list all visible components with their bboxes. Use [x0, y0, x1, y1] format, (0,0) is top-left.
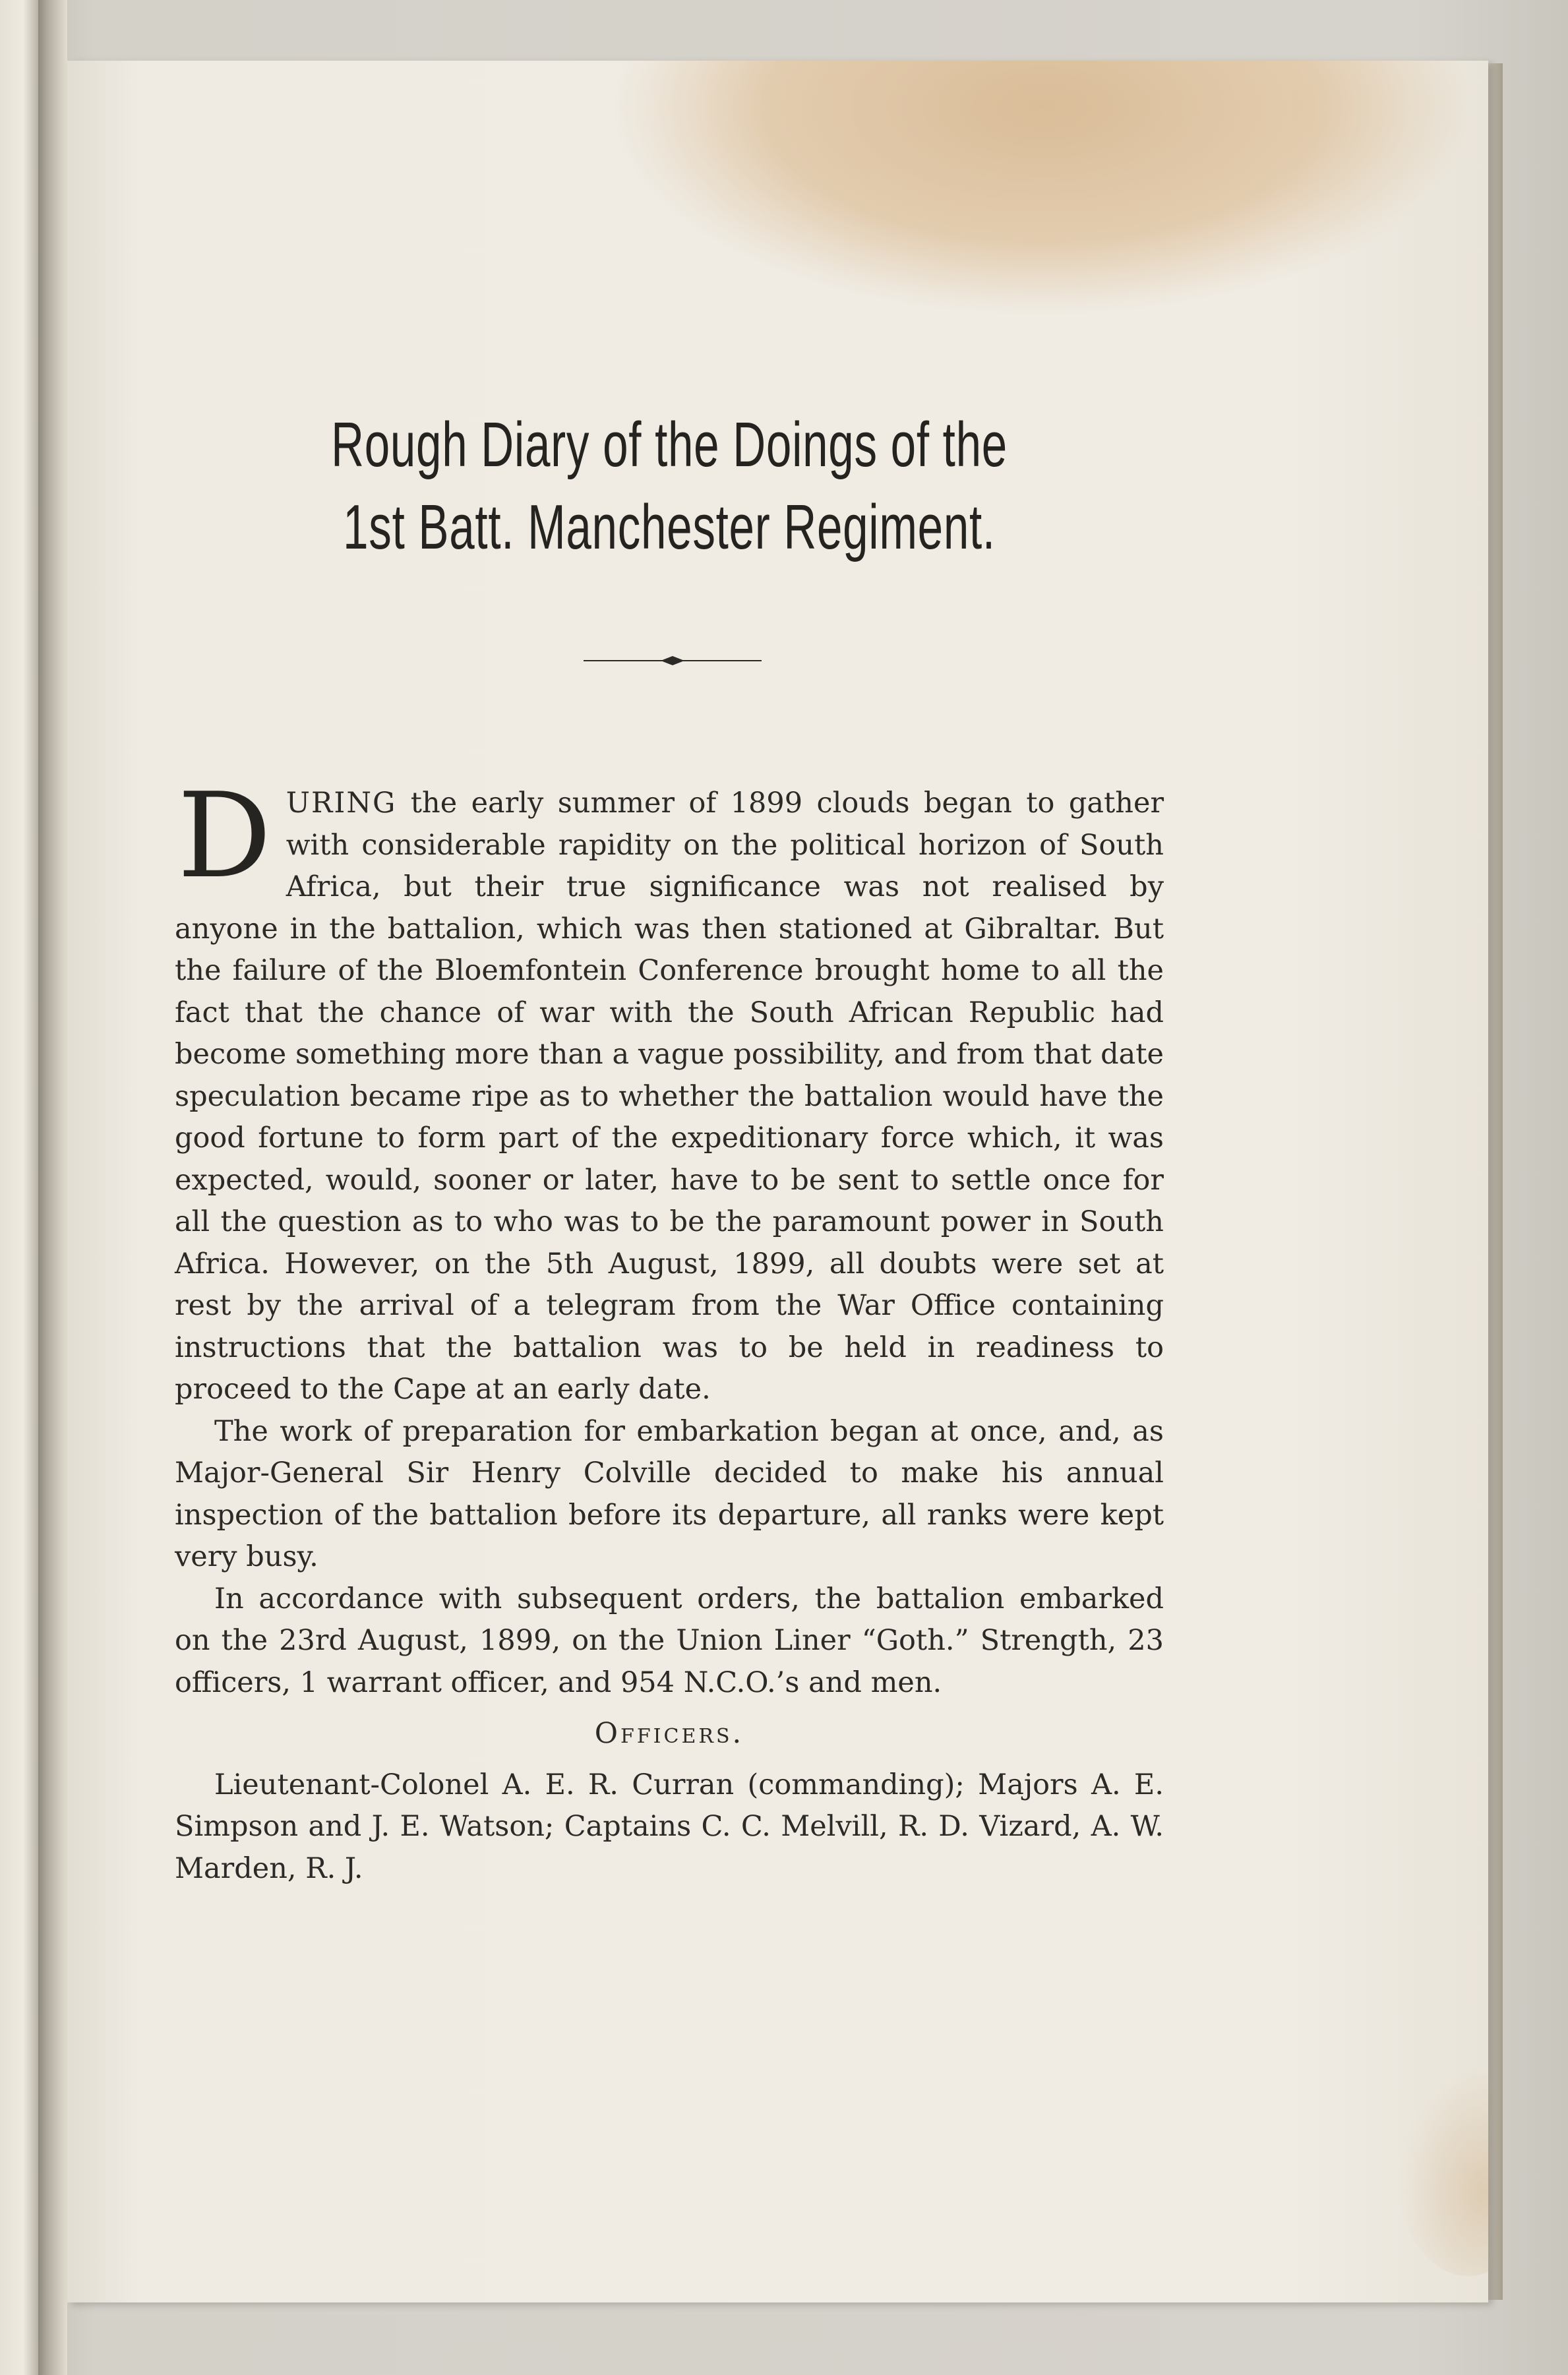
- left-page-edge: [0, 0, 38, 2375]
- book-gutter: [38, 0, 67, 2375]
- title-line-1: Rough Diary of the Doings of the: [331, 409, 1008, 480]
- book-page: [67, 61, 1488, 2302]
- page-fore-edge: [1488, 63, 1503, 2300]
- lead-word: URING: [286, 787, 397, 820]
- edge-stain: [1396, 2065, 1488, 2276]
- paragraph-3: In accordance with subsequent orders, the battalion embarked on the 23rd August, 1899, on the Union Liner “Goth.” Strength, 23 officers, 1 warrant officer, and 954 N.C.O.’s and men.: [175, 1582, 1164, 1699]
- ornament-divider: [584, 654, 762, 667]
- paragraph-2: The work of preparation for embarkation began at once, and, as Major-General Sir Henry Colville decided to make his annual inspection of the battalion before its departure, all ranks were kept very busy.: [175, 1414, 1164, 1573]
- paragraph-1-text: the early summer of 1899 clouds began to gather with considerable rapidity on the political horizon of South Africa, but their true significance was not realised by anyone in the battalion, which was then stationed at Gibraltar. But the failure of the Bloemfontein Conference brought home to all the fact that the chance of war with the South African Republic had become something more than a vague possibility, and from that date speculation became ripe as to whether the battalion would have the good fortune to form part of the expeditionary force which, it was expected, would, sooner or later, have to be sent to settle once for all the question as to who was to be the paramount power in South Africa. However, on the 5th August, 1899, all doubts were set at rest by the arrival of a telegram from the War Office containing instructions that the battalion was to be held in readiness to proceed to the Cape at an early date.: [175, 787, 1164, 1406]
- water-stain: [608, 61, 1478, 318]
- paragraph-4: Lieutenant-Colonel A. E. R. Curran (commanding); Majors A. E. Simpson and J. E. Watson; Captains C. C. Melvill, R. D. Vizard, A. W. Marden, R. J.: [175, 1768, 1164, 1885]
- page-title: [171, 404, 1168, 568]
- title-line-2: 1st Batt. Manchester Regiment.: [343, 492, 996, 562]
- body-text: [175, 767, 1164, 1890]
- title-block: [67, 404, 1362, 568]
- paragraph-1: [175, 767, 1164, 1411]
- drop-cap: D: [177, 767, 272, 904]
- officers-heading: Officers.: [594, 1717, 744, 1750]
